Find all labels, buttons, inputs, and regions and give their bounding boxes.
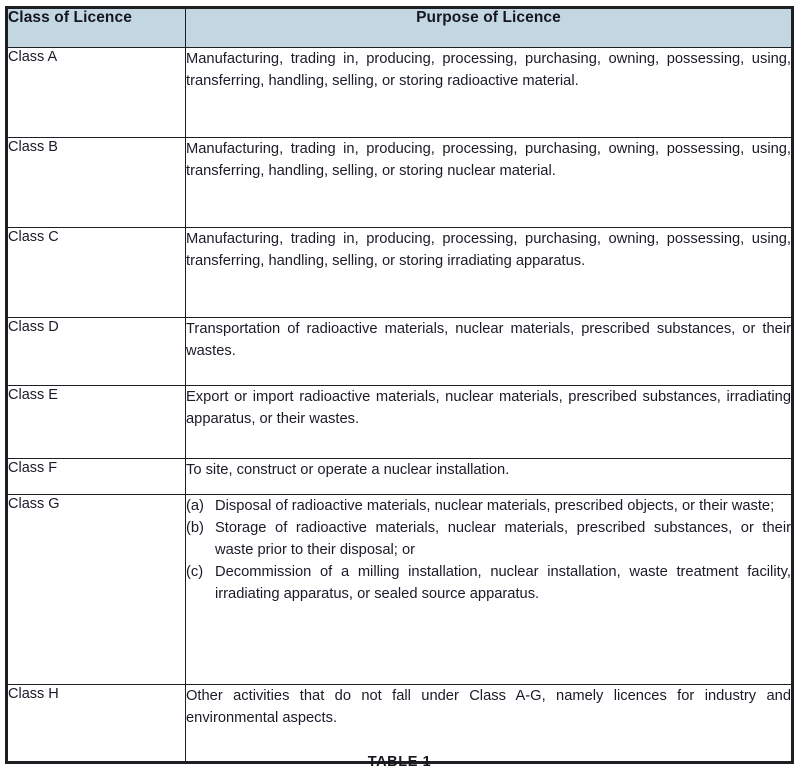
table-body (7, 48, 793, 763)
cell-class-of-licence: Class C (7, 228, 186, 318)
purpose-sub-list (186, 495, 791, 605)
column-header-class-of-licence: Class of Licence (7, 8, 186, 48)
cell-class-of-licence: Class H (7, 685, 186, 763)
purpose-text: Other activities that do not fall under Class A-G, namely licences for industry and environmental aspects. (186, 688, 791, 727)
table-caption: TABLE 1 (367, 754, 432, 770)
table-row (7, 459, 793, 495)
cell-purpose-of-licence (186, 318, 793, 386)
cell-purpose-of-licence (186, 48, 793, 138)
purpose-text: Manufacturing, trading in, producing, processing, purchasing, owning, possessing, using, transferring, handling, selling, or storing radioactive material. (186, 51, 791, 90)
sub-item-marker: (b) (186, 520, 204, 537)
table-row (7, 228, 793, 318)
sub-item-marker: (a) (186, 498, 204, 514)
purpose-text: Manufacturing, trading in, producing, processing, purchasing, owning, possessing, using, transferring, handling, selling, or storing irradiating apparatus. (186, 231, 791, 270)
table-row (7, 138, 793, 228)
licence-table (5, 6, 794, 764)
cell-purpose-of-licence (186, 459, 793, 495)
cell-class-of-licence: Class A (7, 48, 186, 138)
table-header (7, 8, 793, 48)
sub-item-text: Disposal of radioactive materials, nuclear materials, prescribed objects, or their waste; (215, 498, 775, 514)
table-row (7, 495, 793, 685)
purpose-text: Export or import radioactive materials, nuclear materials, prescribed substances, irradiating apparatus, or their wastes. (186, 389, 791, 428)
cell-class-of-licence: Class D (7, 318, 186, 386)
sub-item-marker: (c) (186, 564, 204, 581)
table-row (7, 318, 793, 386)
table-row (7, 386, 793, 459)
cell-purpose-of-licence (186, 228, 793, 318)
purpose-text: Manufacturing, trading in, producing, processing, purchasing, owning, possessing, using, transferring, handling, selling, or storing nuclear material. (186, 141, 791, 180)
table-row (7, 685, 793, 763)
purpose-sub-item (186, 517, 791, 561)
cell-purpose-of-licence (186, 386, 793, 459)
cell-purpose-of-licence (186, 685, 793, 763)
cell-purpose-of-licence (186, 495, 793, 685)
column-header-purpose-of-licence: Purpose of Licence (186, 8, 793, 48)
cell-class-of-licence: Class B (7, 138, 186, 228)
sub-item-text: Storage of radioactive materials, nuclear materials, prescribed substances, or their waste prior to their disposal; or (215, 520, 791, 559)
sub-item-text: Decommission of a milling installation, nuclear installation, waste treatment facility, irradiating apparatus, or sealed source apparatus. (215, 564, 791, 603)
purpose-sub-item (186, 495, 791, 517)
cell-class-of-licence: Class F (7, 459, 186, 495)
purpose-sub-item (186, 561, 791, 605)
table-header-row (7, 8, 793, 48)
licence-table-container (5, 6, 794, 764)
purpose-text: To site, construct or operate a nuclear installation. (186, 462, 510, 478)
cell-class-of-licence: Class G (7, 495, 186, 685)
table-row (7, 48, 793, 138)
cell-class-of-licence: Class E (7, 386, 186, 459)
purpose-text: Transportation of radioactive materials, nuclear materials, prescribed substances, or their wastes. (186, 321, 791, 360)
cell-purpose-of-licence (186, 138, 793, 228)
